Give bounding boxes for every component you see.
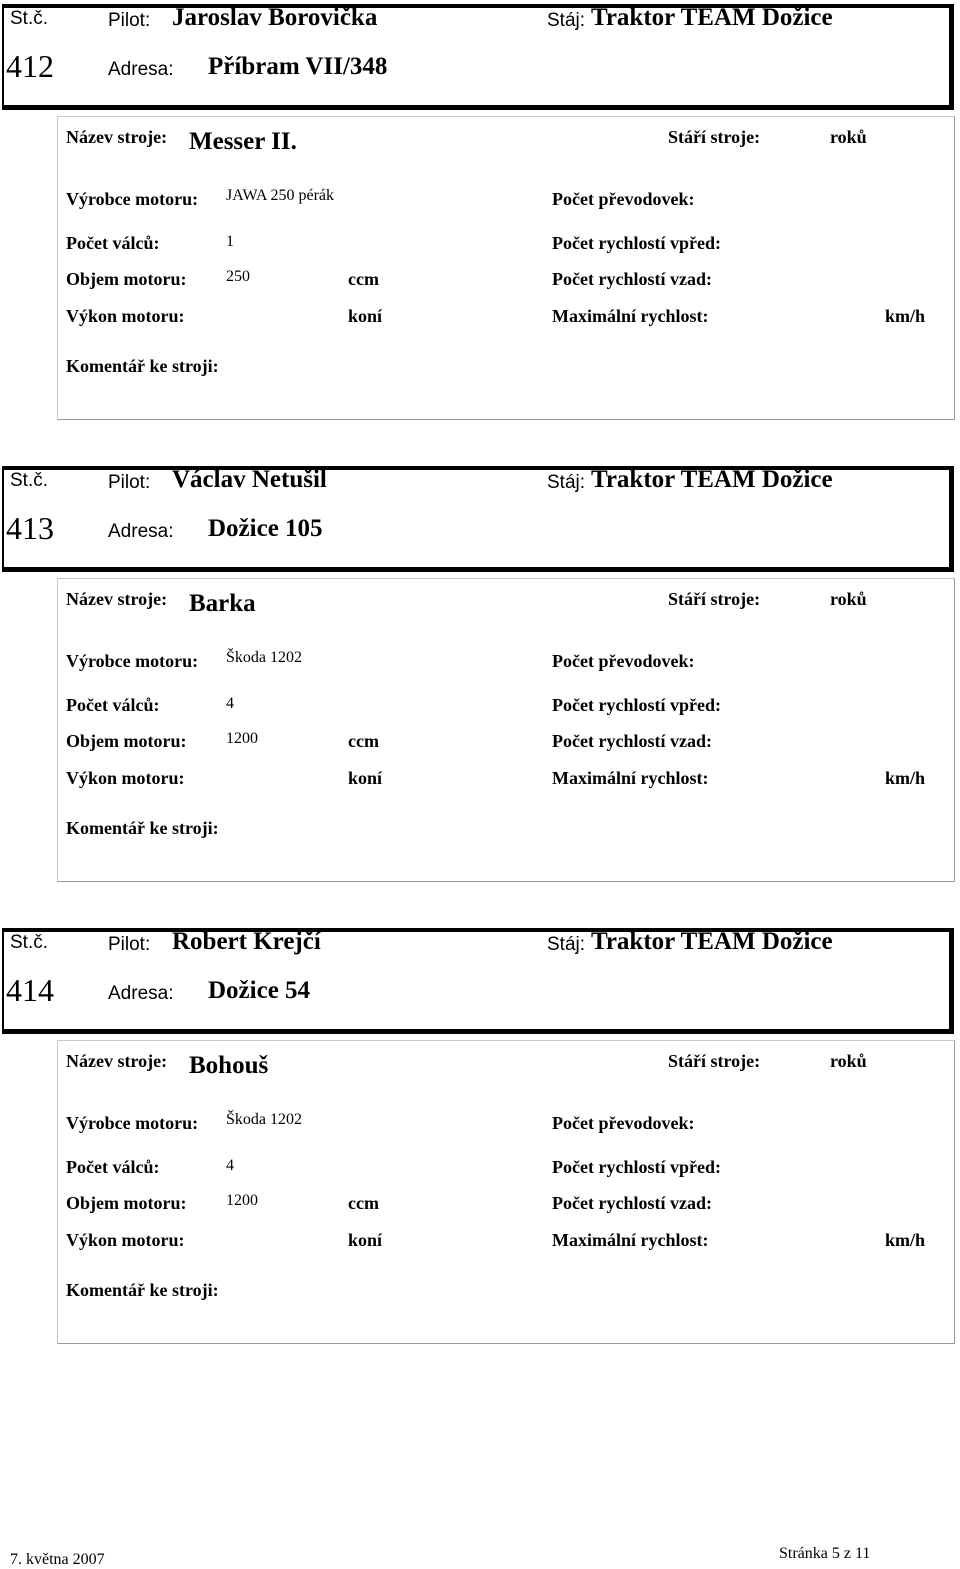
age-unit: roků — [830, 127, 867, 147]
machine-name-label: Název stroje: — [66, 589, 168, 609]
volume-unit: ccm — [348, 269, 379, 289]
stc-label: St.č. — [10, 470, 49, 491]
volume-unit: ccm — [348, 731, 379, 751]
gearboxes-label: Počet převodovek: — [552, 1113, 695, 1133]
speed-unit: km/h — [885, 1230, 926, 1250]
pilot-label: Pilot: — [108, 10, 151, 31]
entry-number: 412 — [6, 48, 54, 84]
footer-date: 7. května 2007 — [10, 1551, 105, 1568]
age-unit: roků — [830, 589, 867, 609]
address-value: Příbram VII/348 — [208, 53, 388, 80]
machine-name: Barka — [189, 590, 256, 617]
volume-value: 1200 — [226, 1192, 258, 1209]
team-name: Traktor TEAM Dožice — [591, 466, 833, 493]
staj-label: Stáj: — [547, 472, 586, 493]
max-speed-label: Maximální rychlost: — [552, 306, 709, 326]
entry-number: 414 — [6, 972, 54, 1008]
gearboxes-label: Počet převodovek: — [552, 651, 695, 671]
manufacturer-value: Škoda 1202 — [226, 649, 302, 666]
machine-age-label: Stáří stroje: — [668, 1051, 761, 1071]
adresa-label: Adresa: — [108, 59, 174, 80]
stc-label: St.č. — [10, 8, 49, 29]
stc-label: St.č. — [10, 932, 49, 953]
adresa-label: Adresa: — [108, 521, 174, 542]
staj-label: Stáj: — [547, 934, 586, 955]
adresa-label: Adresa: — [108, 983, 174, 1004]
address-value: Dožice 105 — [208, 515, 323, 542]
max-speed-label: Maximální rychlost: — [552, 768, 709, 788]
machine-age-label: Stáří stroje: — [668, 127, 761, 147]
address-value: Dožice 54 — [208, 977, 311, 1004]
manufacturer-label: Výrobce motoru: — [66, 1113, 199, 1133]
machine-age-label: Stáří stroje: — [668, 589, 761, 609]
volume-label: Objem motoru: — [66, 731, 187, 751]
speed-unit: km/h — [885, 768, 926, 788]
manufacturer-label: Výrobce motoru: — [66, 189, 199, 209]
staj-label: Stáj: — [547, 10, 586, 31]
manufacturer-label: Výrobce motoru: — [66, 651, 199, 671]
cylinders-value: 4 — [226, 1157, 234, 1174]
volume-value: 1200 — [226, 730, 258, 747]
volume-label: Objem motoru: — [66, 269, 187, 289]
manufacturer-value: Škoda 1202 — [226, 1111, 302, 1128]
power-label: Výkon motoru: — [66, 306, 185, 326]
pilot-name: Robert Krejčí — [172, 928, 321, 955]
pilot-name: Václav Netušil — [172, 466, 327, 493]
machine-name-label: Název stroje: — [66, 127, 168, 147]
pilot-label: Pilot: — [108, 472, 151, 493]
cylinders-label: Počet válců: — [66, 233, 160, 253]
reverse-speeds-label: Počet rychlostí vzad: — [552, 1193, 712, 1213]
cylinders-label: Počet válců: — [66, 1157, 160, 1177]
entry-number: 413 — [6, 510, 54, 546]
forward-speeds-label: Počet rychlostí vpřed: — [552, 233, 721, 253]
comment-label: Komentář ke stroji: — [66, 818, 219, 838]
speed-unit: km/h — [885, 306, 926, 326]
reverse-speeds-label: Počet rychlostí vzad: — [552, 269, 712, 289]
team-name: Traktor TEAM Dožice — [591, 928, 833, 955]
age-unit: roků — [830, 1051, 867, 1071]
max-speed-label: Maximální rychlost: — [552, 1230, 709, 1250]
machine-name: Bohouš — [189, 1052, 269, 1079]
cylinders-label: Počet válců: — [66, 695, 160, 715]
power-unit: koní — [348, 1230, 383, 1250]
pilot-name: Jaroslav Borovička — [172, 4, 378, 31]
power-label: Výkon motoru: — [66, 1230, 185, 1250]
cylinders-value: 4 — [226, 695, 234, 712]
gearboxes-label: Počet převodovek: — [552, 189, 695, 209]
footer-page-number: Stránka 5 z 11 — [779, 1545, 871, 1562]
machine-name: Messer II. — [189, 128, 297, 155]
machine-name-label: Název stroje: — [66, 1051, 168, 1071]
cylinders-value: 1 — [226, 233, 234, 250]
volume-label: Objem motoru: — [66, 1193, 187, 1213]
manufacturer-value: JAWA 250 pérák — [226, 187, 335, 204]
power-unit: koní — [348, 768, 383, 788]
reverse-speeds-label: Počet rychlostí vzad: — [552, 731, 712, 751]
power-unit: koní — [348, 306, 383, 326]
comment-label: Komentář ke stroji: — [66, 1280, 219, 1300]
forward-speeds-label: Počet rychlostí vpřed: — [552, 695, 721, 715]
volume-unit: ccm — [348, 1193, 379, 1213]
forward-speeds-label: Počet rychlostí vpřed: — [552, 1157, 721, 1177]
power-label: Výkon motoru: — [66, 768, 185, 788]
pilot-label: Pilot: — [108, 934, 151, 955]
volume-value: 250 — [226, 268, 250, 285]
team-name: Traktor TEAM Dožice — [591, 4, 833, 31]
comment-label: Komentář ke stroji: — [66, 356, 219, 376]
